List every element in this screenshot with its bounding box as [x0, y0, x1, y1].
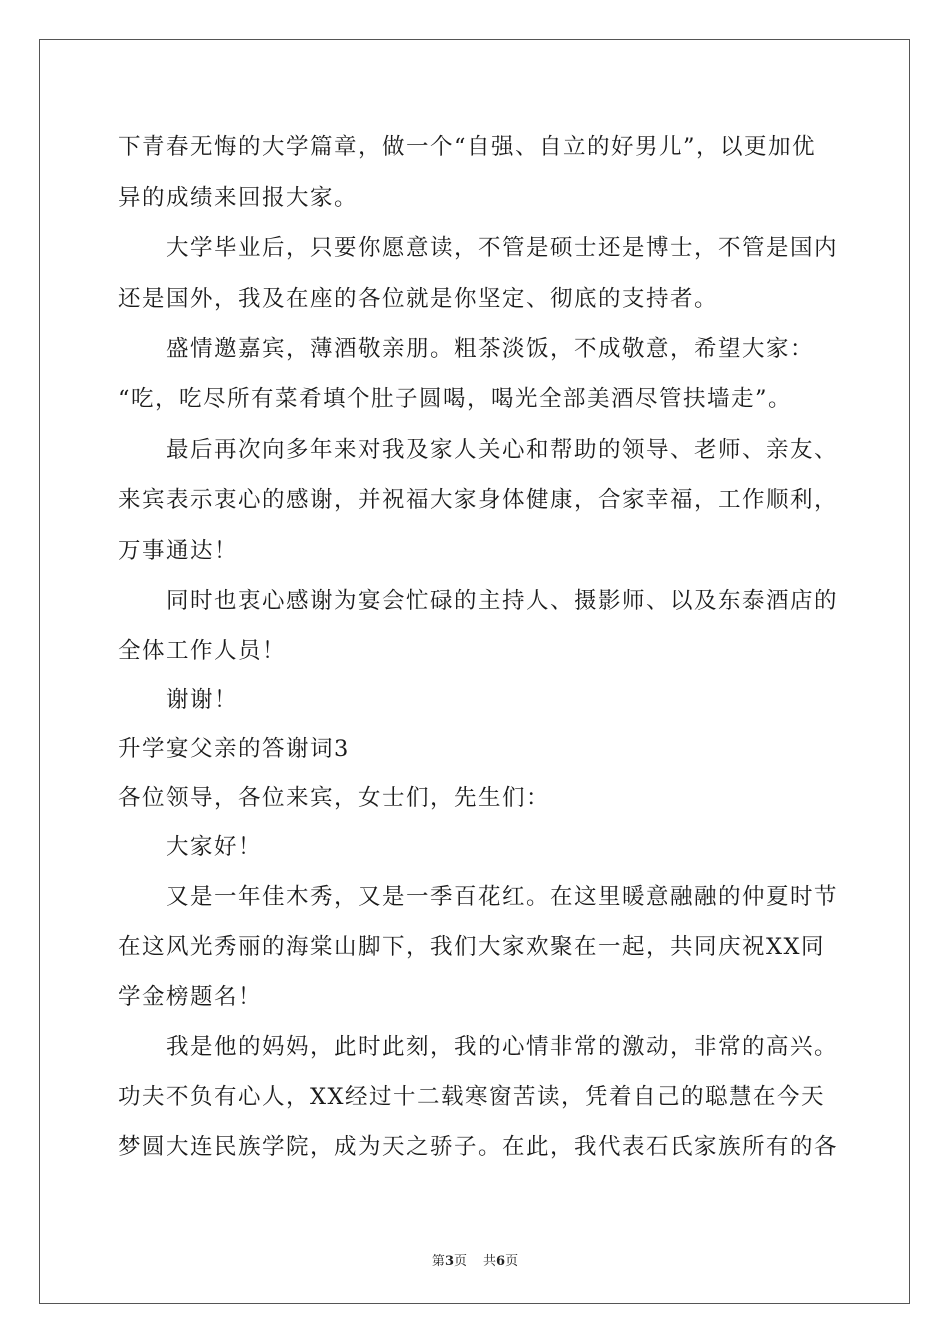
text-line: 异的成绩来回报大家。 — [118, 185, 359, 211]
page-suffix: 页 — [453, 1254, 467, 1269]
page-current: 3 — [444, 1254, 454, 1269]
text-line: 又是一年佳木秀，又是一季百花红。在这里暖意融融的仲夏时节 — [166, 884, 839, 910]
text-line: 我是他的妈妈，此时此刻，我的心情非常的激动，非常的高兴。 — [166, 1034, 839, 1060]
text-line: 同时也衷心感谢为宴会忙碌的主持人、摄影师、以及东泰酒店的 — [166, 588, 839, 614]
text-line: 来宾表示衷心的感谢，并祝福大家身体健康，合家幸福，工作顺利， — [118, 487, 839, 513]
text-line: 还是国外，我及在座的各位就是你坚定、彻底的支持者。 — [118, 286, 719, 312]
text-line: 大家好！ — [166, 834, 263, 860]
page-prefix: 第 — [431, 1254, 445, 1269]
text-line: 万事通达！ — [118, 538, 239, 564]
page-total: 6 — [496, 1254, 506, 1269]
salutation: 各位领导，各位来宾，女士们，先生们： — [118, 785, 551, 811]
text-line: 下青春无悔的大学篇章，做一个“自强、自立的好男儿”，以更加优 — [118, 134, 817, 160]
text-line: 最后再次向多年来对我及家人关心和帮助的领导、老师、亲友、 — [166, 437, 839, 463]
page-footer — [0, 1250, 950, 1269]
text-line: 功夫不负有心人，XX经过十二载寒窗苦读，凭着自己的聪慧在今天 — [118, 1084, 826, 1110]
text-line: 大学毕业后，只要你愿意读，不管是硕士还是博士，不管是国内 — [166, 235, 839, 261]
total-suffix: 页 — [505, 1254, 519, 1269]
total-prefix: 共 — [483, 1254, 497, 1269]
text-line: 谢谢！ — [166, 687, 239, 713]
page-border — [39, 39, 910, 1304]
section-heading: 升学宴父亲的答谢词3 — [118, 736, 350, 762]
text-line: 盛情邀嘉宾，薄酒敬亲朋。粗茶淡饭，不成敬意，希望大家： — [166, 336, 815, 362]
text-line: “吃，吃尽所有菜肴填个肚子圆喝，喝光全部美酒尽管扶墙走”。 — [118, 386, 793, 412]
text-line: 梦圆大连民族学院，成为天之骄子。在此，我代表石氏家族所有的各 — [118, 1134, 839, 1160]
text-line: 学金榜题名！ — [118, 984, 263, 1010]
text-line: 在这风光秀丽的海棠山脚下，我们大家欢聚在一起，共同庆祝XX同 — [118, 934, 826, 960]
text-line: 全体工作人员！ — [118, 638, 287, 664]
